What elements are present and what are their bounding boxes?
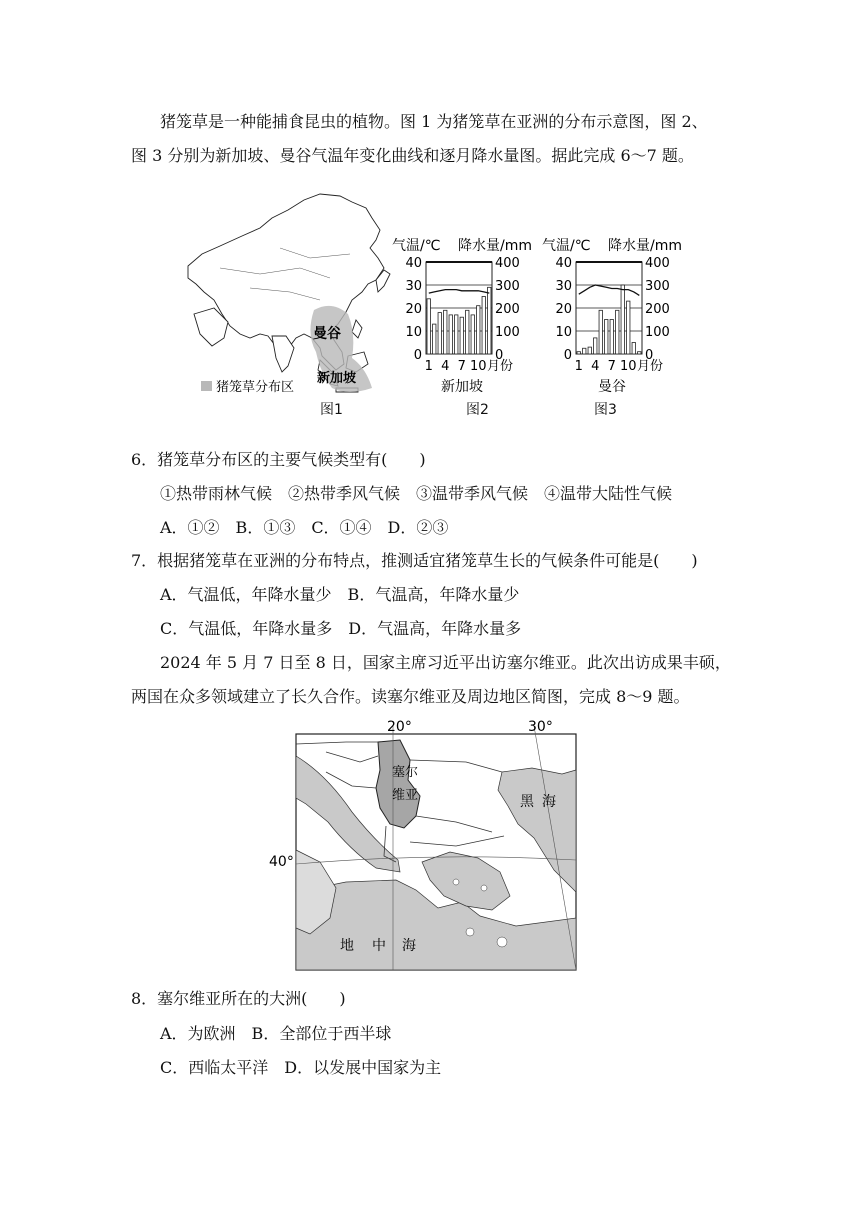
fig2-precip-bar: [427, 299, 430, 354]
fig2-precip-bar: [471, 315, 474, 354]
intro1-line2: 图 3 分别为新加坡、曼谷气温年变化曲线和逐月降水量图。据此完成 6～7 题。: [131, 146, 694, 165]
fig3-temp-line: [579, 285, 640, 295]
bangkok-climate-chart: [542, 236, 684, 400]
fig2-left-tick: 0: [413, 348, 422, 363]
serbia-map: [266, 712, 588, 974]
fig2-precip-bar: [449, 315, 452, 354]
philippines-outline: [352, 320, 362, 338]
q7-options-row2: C．气温低，年降水量多 D．气温高，年降水量多: [160, 619, 522, 638]
fig2-caption: 图2: [466, 402, 489, 418]
fig2-precip-bar: [466, 310, 469, 354]
map-med-2: 中: [372, 938, 386, 954]
fig2-right-tick: 400: [495, 256, 520, 271]
fig2-x-tick: 1: [424, 359, 433, 374]
map-black-sea-1: 黑: [520, 794, 534, 810]
map-med-1: 地: [340, 938, 354, 954]
fig2-right-tick: 300: [495, 279, 520, 294]
intro2-line2: 两国在众多领域建立了长久合作。读塞尔维亚及周边地区简图，完成 8～9 题。: [131, 687, 690, 706]
q8-stem: 8．塞尔维亚所在的大洲( ): [131, 989, 346, 1008]
fig3-right-tick: 100: [645, 325, 670, 340]
fig3-precip-bar: [594, 338, 597, 354]
q7-stem: 7．根据猪笼草在亚洲的分布特点，推测适宜猪笼草生长的气候条件可能是( ): [131, 551, 698, 570]
fig3-x-tick: 10: [619, 359, 637, 374]
singapore-climate-chart: [392, 236, 534, 400]
map-serbia-1: 塞尔: [392, 765, 419, 780]
fig3-precip-bar: [588, 347, 591, 354]
intro1-line1: 猪笼草是一种能捕食昆虫的植物。图 1 为猪笼草在亚洲的分布示意图，图 2、: [160, 112, 708, 131]
fig2-precip-bar: [444, 310, 447, 354]
fig3-x-tick: 7: [607, 359, 616, 374]
fig3-precip-bar: [621, 285, 624, 354]
fig2-right-axis-label: 降水量/mm: [458, 238, 532, 254]
fig2-precip-bar: [433, 324, 436, 354]
fig3-left-tick: 20: [555, 302, 572, 317]
fig3-left-tick: 0: [563, 348, 572, 363]
fig2-left-tick: 40: [405, 256, 422, 271]
fig3-precip-bar: [616, 310, 619, 354]
q8-options-row2: C．西临太平洋 D．以发展中国家为主: [160, 1058, 442, 1077]
fig2-x-unit: 月份: [486, 359, 514, 374]
fig1-label-singapore: 新加坡: [317, 371, 357, 386]
fig1-label-bangkok: 曼谷: [313, 326, 341, 342]
map-lon-20: 20°: [387, 719, 412, 735]
fig2-x-tick: 10: [469, 359, 487, 374]
fig2-left-tick: 20: [405, 302, 422, 317]
asia-map: [180, 188, 410, 408]
fig3-precip-bar: [638, 352, 641, 354]
fig2-station: 新加坡: [441, 379, 483, 395]
map-med-3: 海: [402, 938, 416, 954]
fig2-right-tick: 200: [495, 302, 520, 317]
fig3-precip-bar: [583, 348, 586, 354]
fig2-right-tick: 0: [495, 348, 504, 363]
fig3-right-tick: 400: [645, 256, 670, 271]
fig2-precip-bar: [438, 313, 441, 354]
fig3-caption: 图3: [594, 402, 617, 418]
fig3-right-tick: 0: [645, 348, 654, 363]
q6-stem: 6．猪笼草分布区的主要气候类型有( ): [131, 450, 426, 469]
fig2-precip-bar: [460, 317, 463, 354]
fig2-left-tick: 30: [405, 279, 422, 294]
fig3-right-axis-label: 降水量/mm: [608, 238, 682, 254]
fig3-precip-bar: [599, 310, 602, 354]
q7-options-row1: A．气温低，年降水量少 B．气温高，年降水量少: [160, 585, 520, 604]
fig2-left-tick: 10: [405, 325, 422, 340]
fig1-legend-text: 猪笼草分布区: [216, 380, 295, 395]
map-black-sea-2: 海: [542, 794, 556, 810]
fig3-x-unit: 月份: [636, 359, 664, 374]
map-lon-30: 30°: [528, 719, 553, 735]
fig2-x-tick: 7: [457, 359, 466, 374]
fig3-right-tick: 200: [645, 302, 670, 317]
fig3-precip-bar: [627, 301, 630, 354]
q6-options: A．①② B．①③ C．①④ D．②③: [160, 518, 449, 537]
fig3-x-tick: 1: [574, 359, 583, 374]
fig3-station: 曼谷: [598, 379, 626, 395]
fig3-precip-bar: [632, 343, 635, 355]
fig2-right-tick: 100: [495, 325, 520, 340]
q8-options-row1: A．为欧洲 B．全部位于西半球: [160, 1024, 392, 1043]
fig3-left-tick: 10: [555, 325, 572, 340]
fig2-left-axis-label: 气温/℃: [392, 238, 441, 254]
fig3-precip-bar: [610, 320, 613, 355]
fig2-x-tick: 4: [441, 359, 450, 374]
intro2-line1: 2024 年 5 月 7 日至 8 日，国家主席习近平出访塞尔维亚。此次出访成果丰硕，: [160, 653, 731, 672]
fig3-left-tick: 40: [555, 256, 572, 271]
fig2-precip-bar: [488, 287, 491, 354]
fig1-caption: 图1: [320, 402, 343, 418]
q6-items: ①热带雨林气候 ②热带季风气候 ③温带季风气候 ④温带大陆性气候: [160, 484, 673, 503]
fig1-legend-swatch: [201, 381, 212, 391]
fig3-left-tick: 30: [555, 279, 572, 294]
fig2-precip-bar: [477, 306, 480, 354]
fig3-precip-bar: [577, 352, 580, 354]
fig3-right-tick: 300: [645, 279, 670, 294]
fig3-x-tick: 4: [591, 359, 600, 374]
fig2-precip-bar: [482, 297, 485, 355]
fig2-precip-bar: [455, 315, 458, 354]
map-serbia-2: 维亚: [392, 788, 419, 803]
fig2-temp-line: [429, 290, 490, 294]
fig3-precip-bar: [605, 320, 608, 355]
map-lat-40: 40°: [269, 854, 294, 870]
fig3-left-axis-label: 气温/℃: [542, 238, 591, 254]
